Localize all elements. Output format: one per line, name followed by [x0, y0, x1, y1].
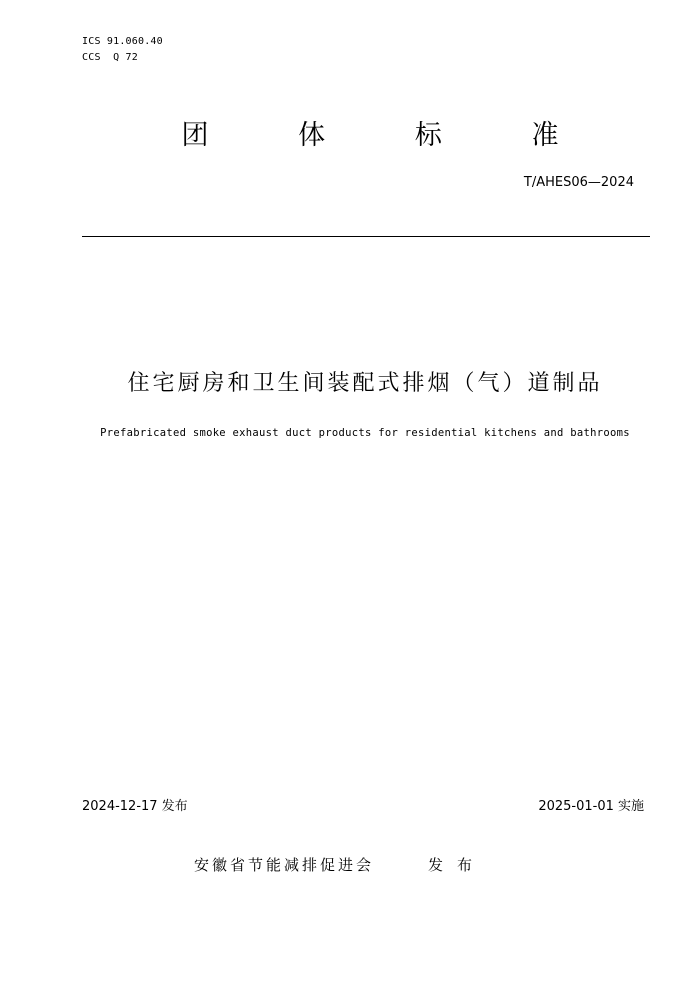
document-type-heading [180, 118, 560, 154]
doc-type-char: 准 [531, 120, 559, 151]
implementation-date: 2025-01-01 实施 [538, 799, 644, 814]
header-divider [82, 236, 650, 237]
standard-number: T/AHES06—2024 [523, 175, 634, 190]
ics-code: ICS 91.060.40 [82, 36, 163, 47]
doc-type-char: 团 [181, 120, 209, 151]
doc-type-char: 体 [298, 120, 326, 151]
classification-codes [82, 34, 163, 66]
publisher-name: 安徽省节能减排促进会 [194, 856, 375, 874]
ccs-code: CCS Q 72 [82, 52, 138, 63]
doc-type-char: 标 [414, 120, 442, 151]
publish-label: 发布 [428, 856, 487, 874]
english-title: Prefabricated smoke exhaust duct products for residential kitchens and bathrooms [100, 427, 630, 439]
chinese-title: 住宅厨房和卫生间装配式排烟（气）道制品 [127, 371, 603, 396]
issue-date: 2024-12-17 发布 [82, 799, 188, 814]
